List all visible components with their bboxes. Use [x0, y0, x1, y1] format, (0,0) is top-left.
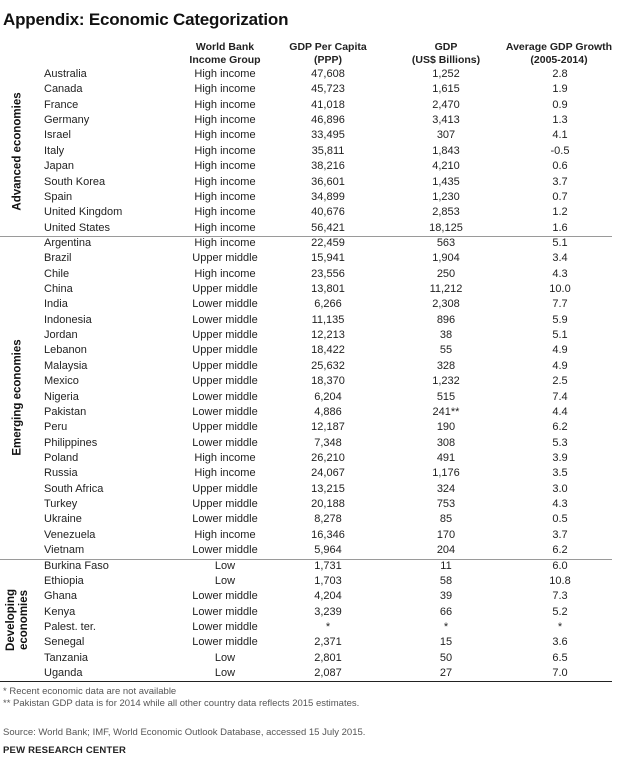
income-group-cell: Upper middle	[192, 421, 258, 434]
country-cell: Israel	[44, 129, 71, 142]
gdp-cell: *	[443, 620, 449, 633]
income-group-cell: Upper middle	[192, 375, 258, 388]
gdp-cell: 1,904	[432, 252, 460, 265]
country-cell: Germany	[44, 114, 90, 127]
income-group-cell: Lower middle	[192, 390, 258, 403]
gdp-cell: 1,230	[432, 190, 460, 203]
avg-growth-cell: 1.3	[552, 114, 568, 127]
avg-growth-cell: 10.8	[549, 574, 571, 587]
gdp-cell: 190	[436, 421, 456, 434]
gdp-per-capita-cell: 33,495	[311, 129, 345, 142]
table-row	[0, 374, 612, 389]
gdp-per-capita-cell: 2,371	[314, 636, 342, 649]
country-cell: United States	[44, 221, 111, 234]
income-group-cell: Low	[214, 667, 236, 680]
income-group-cell: High income	[194, 68, 256, 80]
avg-growth-cell: 4.1	[552, 129, 568, 142]
group-emerging-economies	[0, 236, 612, 560]
gdp-per-capita-cell: 4,204	[314, 590, 342, 603]
avg-growth-cell: 6.5	[552, 651, 568, 664]
gdp-per-capita-cell: 1,731	[314, 559, 342, 572]
table-row	[0, 605, 612, 620]
income-group-cell: Upper middle	[192, 482, 258, 495]
avg-growth-cell: 7.3	[552, 590, 568, 603]
header-gdp-per-capita: GDP Per Capita (PPP)	[289, 41, 367, 66]
table-row	[0, 390, 612, 405]
group-label-line: Developing	[5, 588, 18, 651]
avg-growth-cell: 4.3	[552, 498, 568, 511]
gdp-cell: 11	[440, 559, 452, 572]
gdp-cell: 308	[436, 436, 456, 449]
avg-growth-cell: 3.5	[552, 467, 568, 480]
country-cell: Spain	[44, 190, 73, 203]
income-group-cell: High income	[194, 98, 256, 111]
income-group-cell: High income	[194, 236, 256, 249]
table-row	[0, 635, 612, 650]
gdp-per-capita-cell: 3,239	[314, 605, 342, 618]
avg-growth-cell: 6.2	[552, 544, 568, 557]
gdp-cell: 563	[436, 236, 456, 249]
income-group-cell: Low	[214, 574, 236, 587]
footnote-missing-data: * Recent economic data are not available	[3, 686, 177, 698]
gdp-per-capita-cell: 15,941	[311, 252, 345, 265]
gdp-per-capita-cell: 6,266	[314, 298, 342, 311]
country-cell: Vietnam	[44, 544, 85, 557]
gdp-cell: 2,308	[432, 298, 460, 311]
avg-growth-cell: 0.7	[552, 190, 568, 203]
source-note: Source: World Bank; IMF, World Economic Outlook Database, accessed 15 July 2015.	[3, 727, 366, 738]
income-group-cell: High income	[194, 129, 256, 142]
gdp-cell: 170	[436, 528, 456, 541]
gdp-per-capita-cell: 35,811	[311, 144, 345, 157]
table-row	[0, 328, 612, 343]
avg-growth-cell: 0.9	[552, 98, 568, 111]
gdp-cell: 1,176	[432, 467, 460, 480]
gdp-per-capita-cell: 12,187	[311, 421, 345, 434]
gdp-per-capita-cell: 18,422	[311, 344, 345, 357]
gdp-per-capita-cell: 5,964	[314, 544, 342, 557]
gdp-per-capita-cell: 20,188	[311, 498, 345, 511]
income-group-cell: Low	[214, 559, 236, 572]
group-label-line: Advanced economies	[11, 92, 24, 211]
income-group-cell: Lower middle	[192, 636, 258, 649]
gdp-per-capita-cell: 11,135	[311, 313, 345, 326]
avg-growth-cell: *	[557, 620, 563, 633]
table-row	[0, 205, 612, 220]
header-income: World Bank Income Group	[189, 41, 261, 66]
table-row	[0, 466, 612, 481]
gdp-cell: 50	[439, 651, 453, 664]
country-cell: Pakistan	[44, 405, 87, 418]
table-row	[0, 297, 612, 312]
gdp-per-capita-cell: 34,899	[311, 190, 345, 203]
country-cell: Venezuela	[44, 528, 96, 541]
table-row	[0, 651, 612, 666]
country-cell: Indonesia	[44, 313, 92, 326]
avg-growth-cell: 4.3	[552, 267, 568, 280]
table-row	[0, 559, 612, 574]
income-group-cell: Upper middle	[192, 283, 258, 296]
gdp-per-capita-cell: 36,601	[311, 175, 345, 188]
country-cell: South Korea	[44, 175, 106, 188]
table-row	[0, 159, 612, 174]
avg-growth-cell: 5.1	[552, 329, 568, 342]
gdp-per-capita-cell: 47,608	[311, 68, 345, 80]
income-group-cell: Lower middle	[192, 544, 258, 557]
gdp-cell: 1,615	[432, 83, 460, 96]
gdp-cell: 2,470	[432, 98, 460, 111]
avg-growth-cell: 5.2	[552, 605, 568, 618]
gdp-cell: 2,853	[432, 206, 460, 219]
income-group-cell: High income	[194, 451, 256, 464]
table-row	[0, 313, 612, 328]
avg-growth-cell: 7.4	[552, 390, 568, 403]
gdp-per-capita-cell: 41,018	[311, 98, 345, 111]
income-group-cell: Lower middle	[192, 590, 258, 603]
table-row	[0, 251, 612, 266]
income-group-cell: Lower middle	[192, 298, 258, 311]
table-row	[0, 451, 612, 466]
table-row	[0, 82, 612, 97]
country-cell: Mexico	[44, 375, 79, 388]
table-row	[0, 128, 612, 143]
country-cell: Nigeria	[44, 390, 79, 403]
country-cell: Ukraine	[44, 513, 82, 526]
avg-growth-cell: 2.8	[552, 68, 568, 80]
gdp-cell: 27	[439, 667, 453, 680]
country-cell: Russia	[44, 467, 78, 480]
income-group-cell: High income	[194, 467, 256, 480]
gdp-per-capita-cell: 8,278	[314, 513, 342, 526]
avg-growth-cell: 1.9	[552, 83, 568, 96]
income-group-cell: Lower middle	[192, 405, 258, 418]
gdp-cell: 1,232	[432, 375, 460, 388]
gdp-per-capita-cell: 12,213	[311, 329, 345, 342]
income-group-cell: Upper middle	[192, 359, 258, 372]
gdp-cell: 896	[436, 313, 456, 326]
gdp-per-capita-cell: 38,216	[311, 160, 345, 173]
table-row	[0, 282, 612, 297]
gdp-per-capita-cell: 7,348	[314, 436, 342, 449]
gdp-per-capita-cell: 56,421	[311, 221, 345, 234]
country-cell: Kenya	[44, 605, 76, 618]
avg-growth-cell: 3.4	[552, 252, 568, 265]
avg-growth-cell: 3.0	[552, 482, 568, 495]
income-group-cell: Upper middle	[192, 329, 258, 342]
gdp-cell: 204	[436, 544, 456, 557]
table-row	[0, 221, 612, 236]
gdp-per-capita-cell: 6,204	[314, 390, 342, 403]
avg-growth-cell: 6.2	[552, 421, 568, 434]
table-row	[0, 144, 612, 159]
avg-growth-cell: 5.9	[552, 313, 568, 326]
gdp-per-capita-cell: 24,067	[311, 467, 345, 480]
avg-growth-cell: 7.0	[552, 667, 568, 680]
gdp-cell: 1,252	[432, 68, 460, 80]
gdp-cell: 11,212	[429, 283, 463, 296]
country-cell: Tanzania	[44, 651, 89, 664]
table-row	[0, 190, 612, 205]
country-cell: Ghana	[44, 590, 78, 603]
country-cell: Malaysia	[44, 359, 88, 372]
gdp-cell: 250	[436, 267, 456, 280]
gdp-per-capita-cell: *	[325, 620, 331, 633]
gdp-per-capita-cell: 18,370	[311, 375, 345, 388]
gdp-per-capita-cell: 45,723	[311, 83, 345, 96]
gdp-cell: 38	[439, 329, 453, 342]
country-cell: South Africa	[44, 482, 104, 495]
avg-growth-cell: 3.9	[552, 451, 568, 464]
table-row	[0, 497, 612, 512]
income-group-cell: Lower middle	[192, 605, 258, 618]
income-group-cell: High income	[194, 160, 256, 173]
country-cell: Peru	[44, 421, 68, 434]
avg-growth-cell: 0.6	[552, 160, 568, 173]
avg-growth-cell: 4.9	[552, 344, 568, 357]
gdp-per-capita-cell: 16,346	[311, 528, 345, 541]
income-group-cell: Lower middle	[192, 436, 258, 449]
table-row	[0, 436, 612, 451]
income-group-cell: High income	[194, 175, 256, 188]
group-developing-economies	[0, 559, 612, 683]
avg-growth-cell: 7.7	[552, 298, 568, 311]
avg-growth-cell: 3.7	[552, 175, 568, 188]
country-cell: Canada	[44, 83, 83, 96]
income-group-cell: High income	[194, 114, 256, 127]
income-group-cell: Low	[214, 651, 236, 664]
table-row	[0, 267, 612, 282]
gdp-cell: 85	[439, 513, 453, 526]
country-cell: Palest. ter.	[44, 620, 96, 633]
country-cell: Ethiopia	[44, 574, 84, 587]
country-cell: Brazil	[44, 252, 72, 265]
gdp-per-capita-cell: 13,801	[311, 283, 345, 296]
footnotes	[3, 686, 359, 710]
gdp-cell: 66	[439, 605, 453, 618]
income-group-cell: Lower middle	[192, 313, 258, 326]
avg-growth-cell: 4.4	[552, 405, 568, 418]
table-row	[0, 405, 612, 420]
table-row	[0, 359, 612, 374]
gdp-per-capita-cell: 23,556	[311, 267, 345, 280]
column-headers	[0, 41, 618, 69]
gdp-cell: 1,843	[432, 144, 460, 157]
table-row	[0, 574, 612, 589]
income-group-cell: High income	[194, 528, 256, 541]
gdp-per-capita-cell: 40,676	[311, 206, 345, 219]
avg-growth-cell: 4.9	[552, 359, 568, 372]
group-label-line: economies	[18, 589, 31, 650]
country-cell: Lebanon	[44, 344, 87, 357]
gdp-per-capita-cell: 4,886	[314, 405, 342, 418]
country-cell: Senegal	[44, 636, 85, 649]
income-group-cell: High income	[194, 144, 256, 157]
avg-growth-cell: 6.0	[552, 559, 568, 572]
avg-growth-cell: 0.5	[552, 513, 568, 526]
table-row	[0, 343, 612, 358]
avg-growth-cell: 2.5	[552, 375, 568, 388]
gdp-per-capita-cell: 26,210	[311, 451, 345, 464]
country-cell: Turkey	[44, 498, 78, 511]
income-group-cell: High income	[194, 206, 256, 219]
gdp-cell: 241**	[432, 405, 460, 418]
table-row	[0, 236, 612, 251]
income-group-cell: Upper middle	[192, 344, 258, 357]
gdp-cell: 307	[436, 129, 456, 142]
gdp-per-capita-cell: 2,801	[314, 651, 342, 664]
gdp-cell: 15	[439, 636, 453, 649]
table-row	[0, 528, 612, 543]
gdp-cell: 58	[439, 574, 453, 587]
brand-logo-text: PEW RESEARCH CENTER	[3, 745, 127, 756]
country-cell: Poland	[44, 451, 79, 464]
gdp-cell: 324	[436, 482, 456, 495]
table-row	[0, 113, 612, 128]
table-row	[0, 543, 612, 558]
gdp-per-capita-cell: 46,896	[311, 114, 345, 127]
avg-growth-cell: 1.2	[552, 206, 568, 219]
gdp-per-capita-cell: 2,087	[314, 667, 342, 680]
country-cell: United Kingdom	[44, 206, 123, 219]
income-group-cell: Upper middle	[192, 252, 258, 265]
country-cell: Burkina Faso	[44, 559, 109, 572]
gdp-cell: 328	[436, 359, 456, 372]
country-cell: China	[44, 283, 73, 296]
table-row	[0, 589, 612, 604]
avg-growth-cell: 5.1	[552, 236, 568, 249]
table-row	[0, 175, 612, 190]
avg-growth-cell: 3.7	[552, 528, 568, 541]
header-avg-growth: Average GDP Growth (2005-2014)	[505, 41, 613, 66]
income-group-cell: Lower middle	[192, 620, 258, 633]
country-cell: Japan	[44, 160, 74, 173]
gdp-cell: 753	[436, 498, 456, 511]
income-group-cell: High income	[194, 83, 256, 96]
country-cell: India	[44, 298, 68, 311]
gdp-cell: 18,125	[429, 221, 463, 234]
page-title: Appendix: Economic Categorization	[3, 10, 289, 29]
country-cell: Australia	[44, 68, 87, 80]
table-row	[0, 512, 612, 527]
gdp-cell: 3,413	[432, 114, 460, 127]
gdp-per-capita-cell: 22,459	[311, 236, 345, 249]
gdp-cell: 1,435	[432, 175, 460, 188]
income-group-cell: High income	[194, 267, 256, 280]
gdp-per-capita-cell: 1,703	[314, 574, 342, 587]
gdp-cell: 4,210	[432, 160, 460, 173]
country-cell: Jordan	[44, 329, 78, 342]
income-group-cell: High income	[194, 190, 256, 203]
gdp-per-capita-cell: 25,632	[311, 359, 345, 372]
table-row	[0, 666, 612, 681]
avg-growth-cell: 10.0	[549, 283, 571, 296]
avg-growth-cell: 5.3	[552, 436, 568, 449]
income-group-cell: Upper middle	[192, 498, 258, 511]
income-group-cell: Lower middle	[192, 513, 258, 526]
gdp-cell: 491	[436, 451, 456, 464]
income-group-cell: High income	[194, 221, 256, 234]
country-cell: Italy	[44, 144, 65, 157]
footnote-pakistan: ** Pakistan GDP data is for 2014 while all other country data reflects 2015 estimates.	[3, 698, 360, 710]
gdp-cell: 55	[439, 344, 453, 357]
group-advanced-economies	[0, 67, 612, 237]
country-cell: France	[44, 98, 79, 111]
avg-growth-cell: 1.6	[552, 221, 568, 234]
country-cell: Argentina	[44, 236, 92, 249]
header-gdp: GDP (US$ Billions)	[411, 41, 481, 66]
table-row	[0, 620, 612, 635]
country-cell: Uganda	[44, 667, 83, 680]
table-row	[0, 67, 612, 82]
table-row	[0, 420, 612, 435]
gdp-per-capita-cell: 13,215	[311, 482, 345, 495]
table-row	[0, 482, 612, 497]
gdp-cell: 515	[436, 390, 456, 403]
country-cell: Philippines	[44, 436, 98, 449]
group-label-line: Emerging economies	[11, 339, 24, 456]
gdp-cell: 39	[439, 590, 453, 603]
country-cell: Chile	[44, 267, 70, 280]
avg-growth-cell: -0.5	[550, 144, 570, 157]
table-row	[0, 98, 612, 113]
avg-growth-cell: 3.6	[552, 636, 568, 649]
